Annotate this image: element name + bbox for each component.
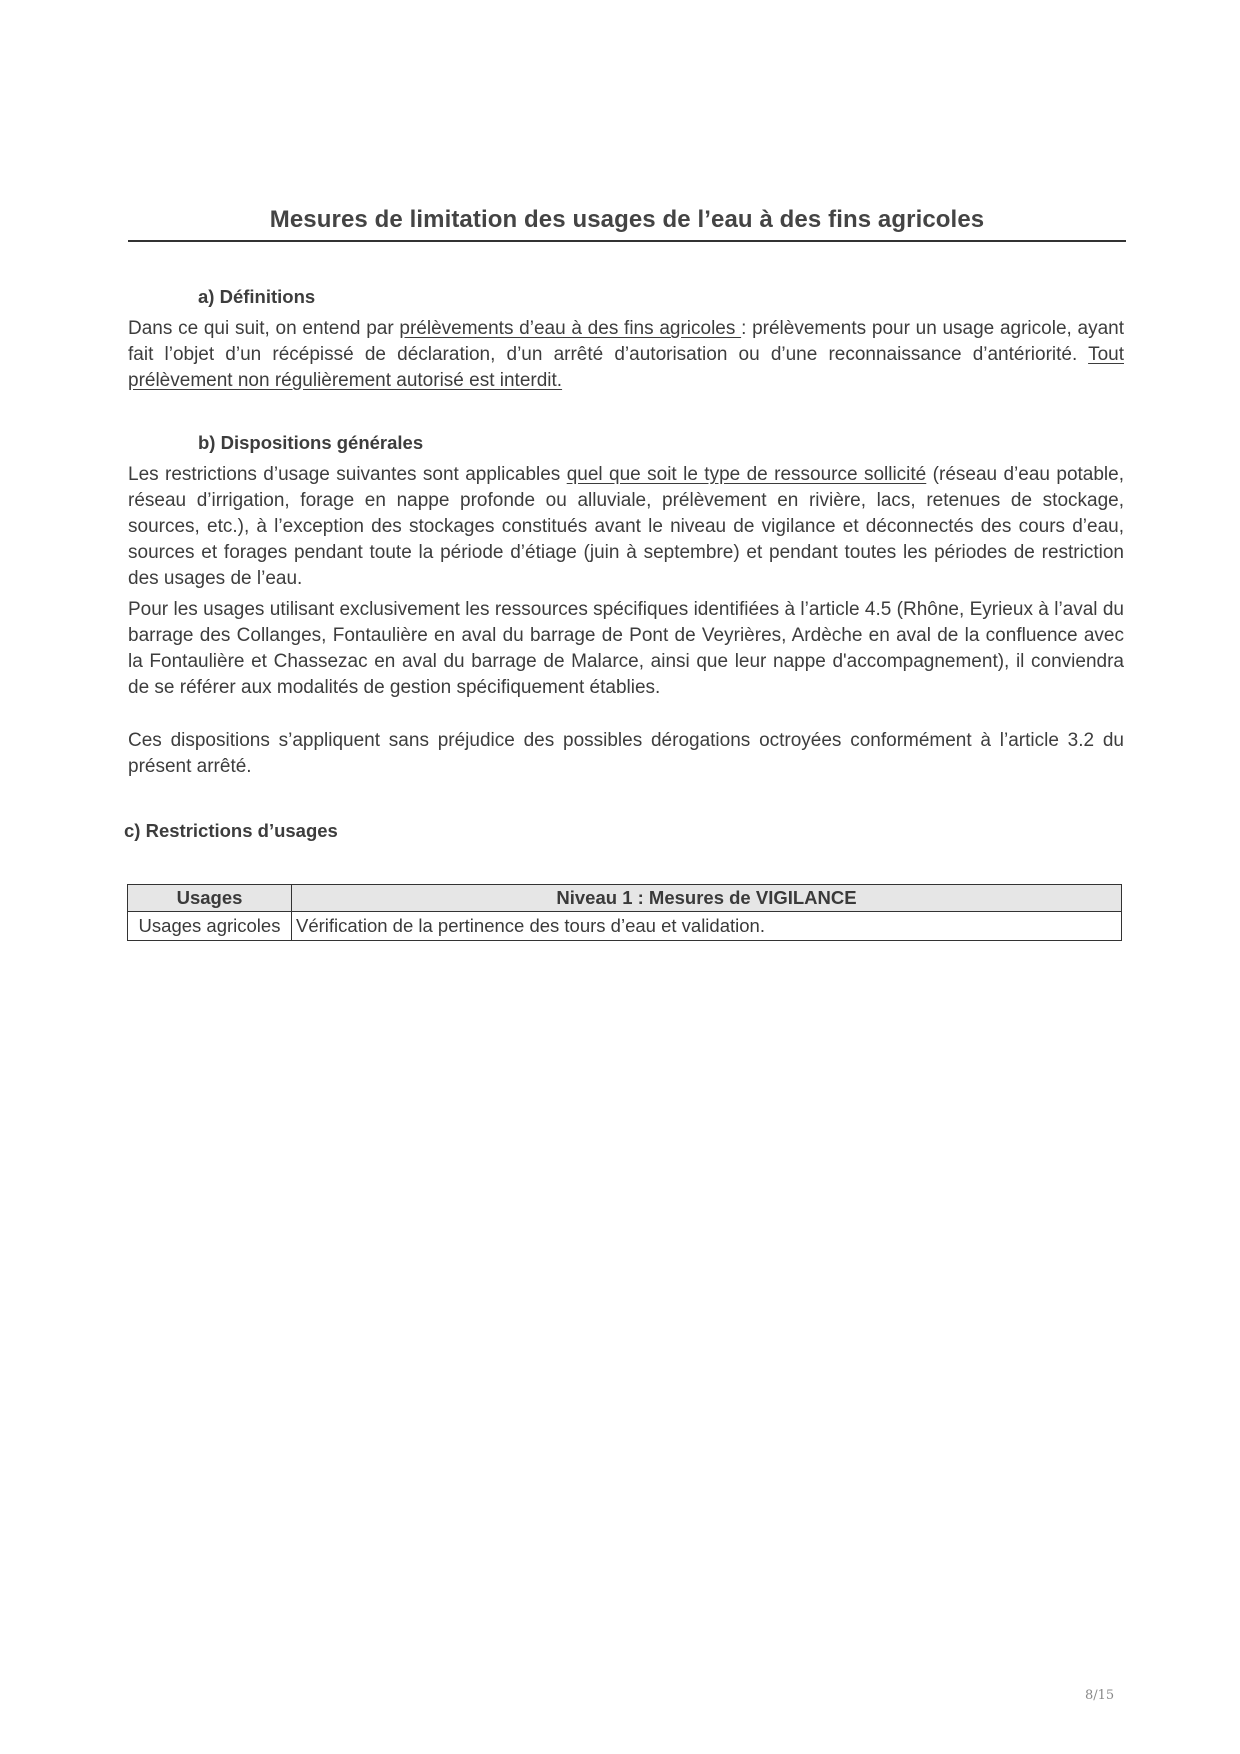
- text: (réseau d’eau potable, réseau d’irrigation, forage en nappe profonde ou alluviale, prélèvement en rivière, lacs, retenues de stockage, sources, etc.), à l’exception des stockages constitués avant le niveau de vigilance et déconnectés des cours d’eau, sources et forages pendant toute la période d’étiage (juin à septembre) et pendant toutes les périodes de restriction des usages de l’eau.: [128, 464, 1124, 589]
- section-a-heading: a) Définitions: [198, 286, 316, 307]
- page-title: Mesures de limitation des usages de l’eau à des fins agricoles: [269, 206, 985, 233]
- table-header-row: [128, 885, 1122, 912]
- underlined-term: prélèvements d’eau à des fins agricoles: [399, 318, 742, 339]
- underlined-statement: Tout prélèvement non régulièrement autorisé est interdit.: [128, 344, 1124, 391]
- section-b-heading: b) Dispositions générales: [198, 432, 424, 453]
- table-header-niveau-1: Niveau 1 : Mesures de VIGILANCE: [292, 885, 1122, 912]
- page-number: 8/15: [1085, 1688, 1115, 1703]
- underlined-term: quel que soit le type de ressource sollicité: [566, 464, 927, 485]
- text: Dans ce qui suit, on entend par: [128, 318, 400, 339]
- section-a-paragraph: [128, 316, 1124, 394]
- table-cell-usage: Usages agricoles: [128, 912, 292, 941]
- text: Les restrictions d’usage suivantes sont applicables: [128, 464, 567, 485]
- table-cell-measure: Vérification de la pertinence des tours d’eau et validation.: [292, 912, 1122, 941]
- section-b-paragraph-1: [128, 462, 1124, 592]
- table-row: [128, 912, 1122, 941]
- table-header-usages: Usages: [128, 885, 292, 912]
- restrictions-table: [127, 884, 1122, 941]
- text: : prélèvements pour un usage agricole, ayant fait l’objet d’un récépissé de déclaration, d’un arrêté d’autorisation ou d’une reconnaissance d’antériorité.: [128, 318, 1124, 365]
- section-b-paragraph-2: Pour les usages utilisant exclusivement les ressources spécifiques identifiées à l’article 4.5 (Rhône, Eyrieux à l’aval du barrage des Collanges, Fontaulière en aval du barrage de Pont de Veyrières, Ardèche en aval de la confluence avec la Fontaulière et Chassezac en aval du barrage de Malarce, ainsi que leur nappe d'accompagnement), il conviendra de se référer aux modalités de gestion spécifiquement établies.: [128, 599, 1124, 698]
- section-c-heading: c) Restrictions d’usages: [124, 820, 338, 841]
- title-rule: [128, 240, 1126, 242]
- section-b-paragraph-3: Ces dispositions s’appliquent sans préjudice des possibles dérogations octroyées conformément à l’article 3.2 du présent arrêté.: [128, 730, 1124, 777]
